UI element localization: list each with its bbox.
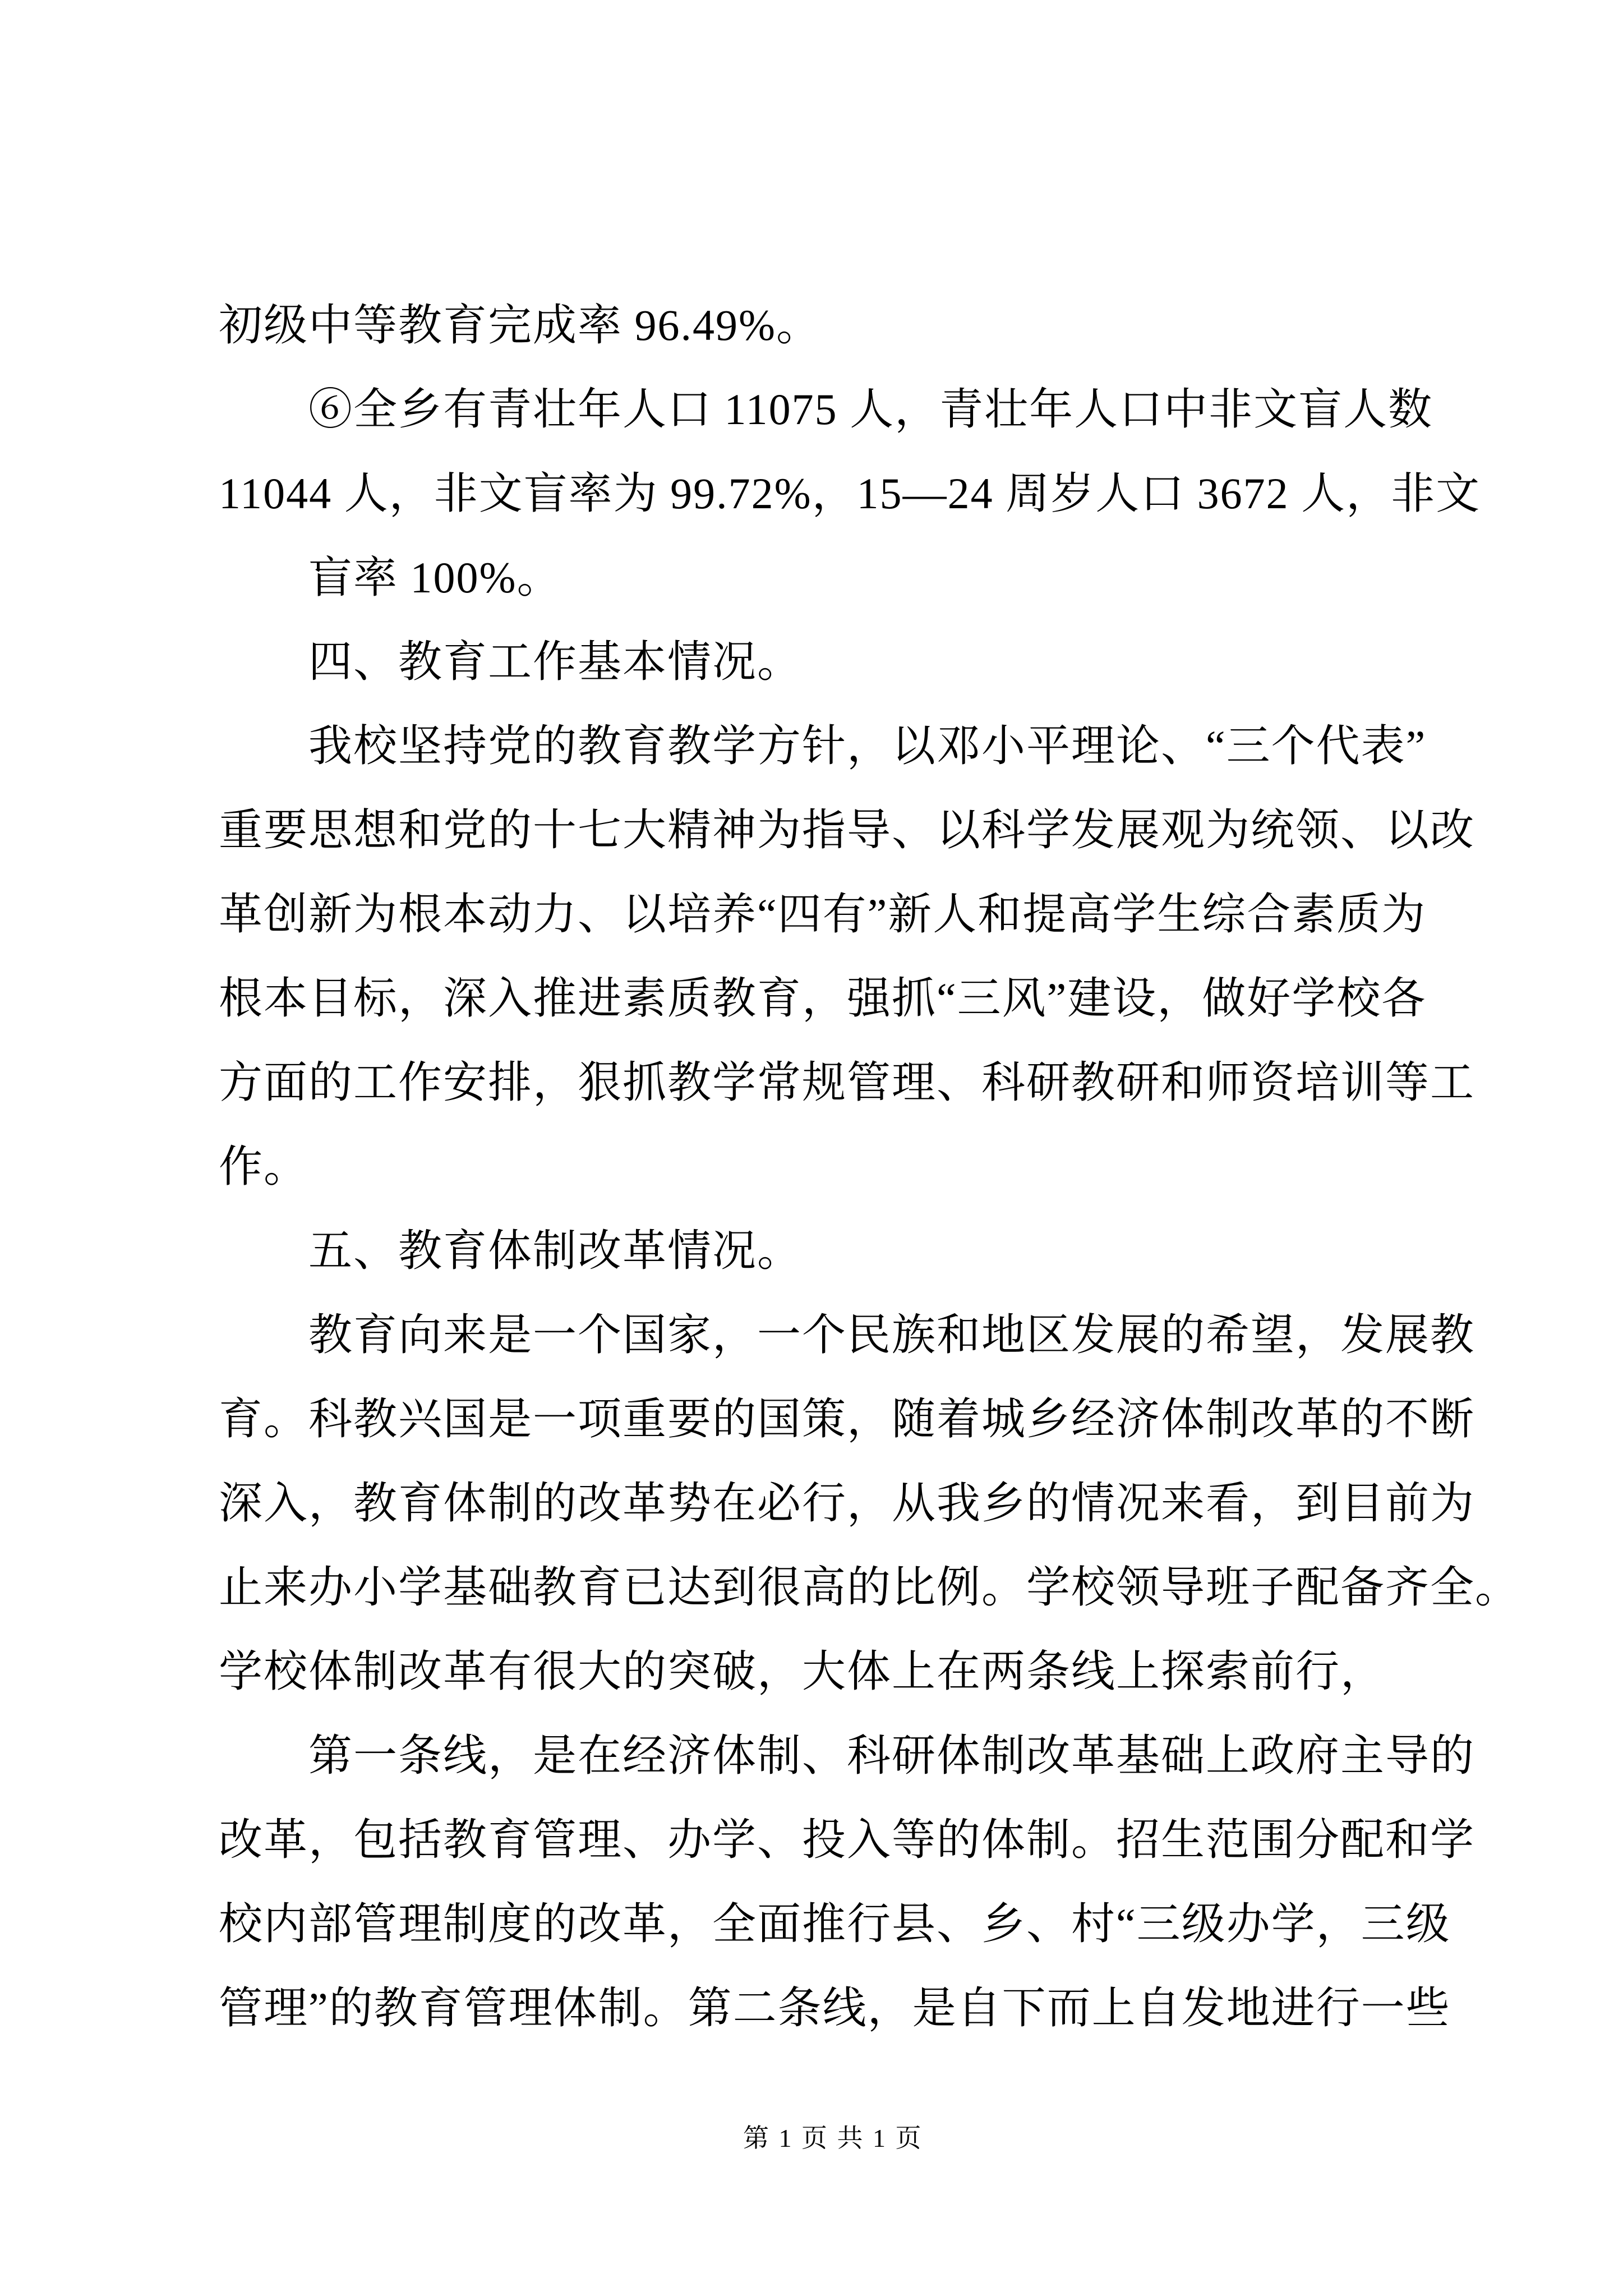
text-line: 根本目标，深入推进素质教育，强抓“三风”建设，做好学校各 <box>219 974 1427 1023</box>
text-line: 深入，教育体制的改革势在必行，从我乡的情况来看，到目前为 <box>219 1479 1476 1527</box>
text-line: 方面的工作安排，狠抓教学常规管理、科研教研和师资培训等工 <box>219 1058 1476 1107</box>
text-line: 我校坚持党的教育教学方针，以邓小平理论、“三个代表” <box>308 721 1427 770</box>
text-line: 作。 <box>219 1142 309 1191</box>
text-line: 第一条线，是在经济体制、科研体制改革基础上政府主导的 <box>308 1731 1476 1780</box>
text-line: ⑥全乡有青壮年人口 11075 人，青壮年人口中非文盲人数 <box>308 385 1433 434</box>
text-line: 11044 人，非文盲率为 99.72%，15—24 周岁人口 3672 人，非文 <box>219 469 1481 518</box>
text-line: 五、教育体制改革情况。 <box>308 1226 803 1275</box>
text-line: 初级中等教育完成率 96.49%。 <box>219 301 821 349</box>
page-number-label: 第 1 页 共 1 页 <box>743 2124 923 2152</box>
text-line: 育。科教兴国是一项重要的国策，随着城乡经济体制改革的不断 <box>219 1395 1476 1443</box>
text-line: 教育向来是一个国家，一个民族和地区发展的希望，发展教 <box>308 1310 1476 1359</box>
text-line: 校内部管理制度的改革，全面推行县、乡、村“三级办学，三级 <box>219 1899 1451 1948</box>
text-line: 止来办小学基础教育已达到很高的比例。学校领导班子配备齐全。 <box>219 1563 1520 1612</box>
text-line: 盲率 100%。 <box>308 553 562 602</box>
text-line: 重要思想和党的十七大精神为指导、以科学发展观为统领、以改 <box>219 806 1476 854</box>
text-line: 学校体制改革有很大的突破，大体上在两条线上探索前行， <box>219 1647 1386 1696</box>
text-line: 革创新为根本动力、以培养“四有”新人和提高学生综合素质为 <box>219 890 1427 938</box>
text-line: 改革，包括教育管理、办学、投入等的体制。招生范围分配和学 <box>219 1815 1476 1864</box>
text-line: 管理”的教育管理体制。第二条线，是自下而上自发地进行一些 <box>219 1984 1451 2032</box>
document-body <box>219 283 1520 2050</box>
page-footer <box>743 2122 923 2155</box>
text-line: 四、教育工作基本情况。 <box>308 637 803 686</box>
